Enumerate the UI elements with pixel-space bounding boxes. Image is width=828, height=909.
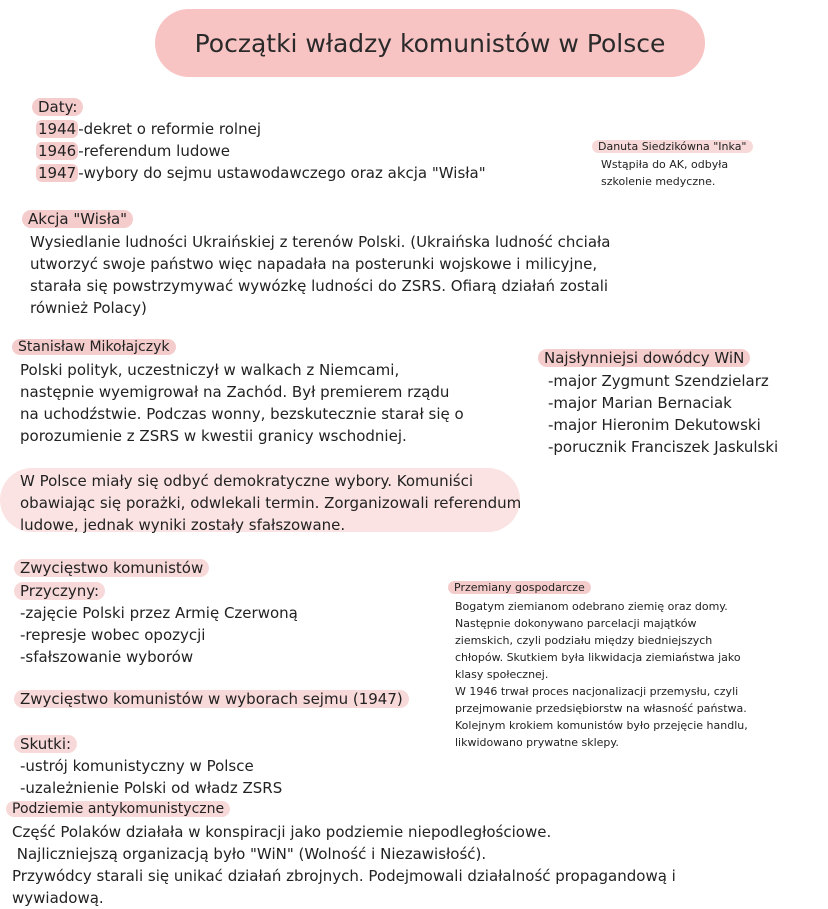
przemiany-line: likwidowano prywatne sklepy. [455,736,619,749]
przemiany-line: W 1946 trwał proces nacjonalizacji przemysłu, czyli [455,685,739,698]
podziemie-line: Najliczniejszą organizacją było "WiN" (Wolność i Niezawisłość). [12,845,487,863]
przyczyny-item: -sfałszowanie wyborów [20,648,194,666]
daty-item: 1944 -dekret o reformie rolnej [38,120,261,138]
akcja-line: Wysiedlanie ludności Ukraińskiej z terenów Polski. (Ukraińska ludność chciała [30,233,611,251]
skutki-heading: Skutki: [14,733,77,755]
przemiany-line: Następnie dokonywano parcelacji majątków [455,617,697,630]
wybory-line: ludowe, jednak wyniki zostały sfałszowane. [20,516,346,534]
przemiany-line: ziemskich, czyli podziału między biedniejszych [455,634,713,647]
przyczyny-item: -represje wobec opozycji [20,626,206,644]
mikolajczyk-line: Polski polityk, uczestniczył w walkach z Niemcami, [20,361,400,379]
przemiany-line: klasy społecznej. [455,668,549,681]
przemiany-heading: Przemiany gospodarcze [448,579,591,596]
sejm-heading: Zwycięstwo komunistów w wyborach sejmu (1947) [14,688,409,710]
przemiany-line: chłopów. Skutkiem była likwidacja ziemiaństwa jako [455,651,741,664]
win-item: -major Hieronim Dekutowski [548,416,761,434]
akcja-heading: Akcja "Wisła" [22,208,133,230]
akcja-line: utworzyć swoje państwo więc napadała na posterunki wojskowe i milicyjne, [30,255,598,273]
win-heading: Najsłynniejsi dowódcy WiN [538,347,750,369]
daty-item: 1946 -referendum ludowe [38,142,231,160]
skutki-item: -uzależnienie Polski od władz ZSRS [20,779,283,797]
wybory-line: obawiając się porażki, odwlekali termin. Zorganizowali referendum [20,494,522,512]
mikolajczyk-line: porozumienie z ZSRS w kwestii granicy wschodniej. [20,427,407,445]
przyczyny-heading: Przyczyny: [14,580,105,602]
win-item: -major Zygmunt Szendzielarz [548,372,769,390]
inka-line: Wstąpiła do AK, odbyła [601,158,729,171]
daty-heading: Daty: [32,96,83,118]
podziemie-heading: Podziemie antykomunistyczne [6,798,230,820]
podziemie-line: Przywódcy starali się unikać działań zbrojnych. Podejmowali działalność propagandową i [12,867,676,885]
win-item: -porucznik Franciszek Jaskulski [548,438,779,456]
skutki-item: -ustrój komunistyczny w Polsce [20,757,254,775]
zwyciestwo-heading: Zwycięstwo komunistów [14,557,209,579]
akcja-line: starała się powstrzymywać wywózkę ludności do ZSRS. Ofiarą działań zostali [30,277,609,295]
win-item: -major Marian Bernaciak [548,394,732,412]
akcja-line: również Polacy) [30,299,147,317]
przemiany-line: przejmowanie przedsiębiorstw na własność państwa. [455,702,747,715]
przyczyny-item: -zajęcie Polski przez Armię Czerwoną [20,604,298,622]
podziemie-line: Część Polaków działała w konspiracji jako podziemie niepodległościowe. [12,823,552,841]
mikolajczyk-line: następnie wyemigrował na Zachód. Był premierem rządu [20,383,450,401]
przemiany-line: Kolejnym krokiem komunistów było przejęcie handlu, [455,719,748,732]
podziemie-line: wywiadową. [12,889,104,907]
inka-line: szkolenie medyczne. [601,175,716,188]
mikolajczyk-line: na uchodźstwie. Podczas wonny, bezskutecznie starał się o [20,405,464,423]
daty-item: 1947 -wybory do sejmu ustawodawczego oraz akcja "Wisła" [38,164,486,182]
wybory-line: W Polsce miały się odbyć demokratyczne wybory. Komuniści [20,472,474,490]
page-title: Początki władzy komunistów w Polsce [155,9,705,77]
inka-heading: Danuta Siedzikówna "Inka" [592,138,753,155]
przemiany-line: Bogatym ziemianom odebrano ziemię oraz domy. [455,600,728,613]
mikolajczyk-heading: Stanisław Mikołajczyk [12,336,176,358]
